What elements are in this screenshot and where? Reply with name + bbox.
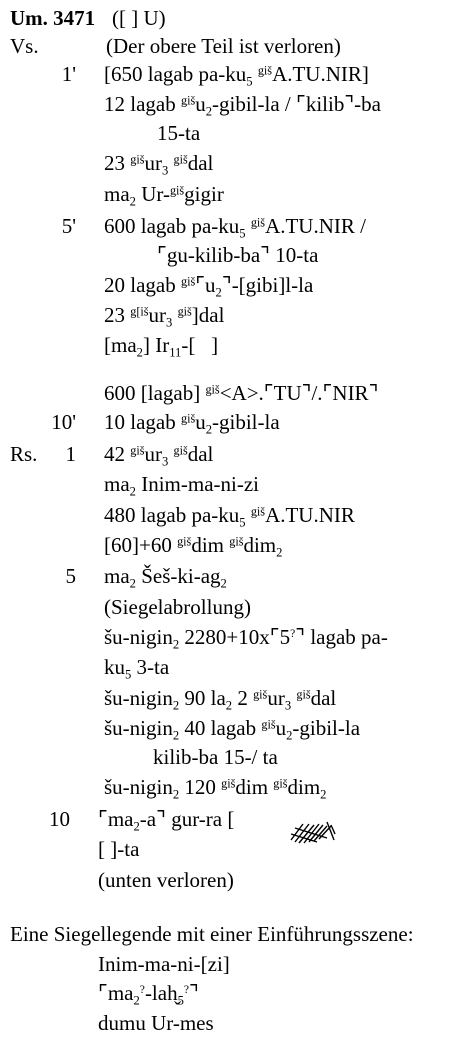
line-6 — [0, 211, 470, 241]
line-obverse-lost — [0, 31, 470, 61]
line-text: kilib-ba 15-/ ta — [153, 745, 278, 769]
line-text: $[ma_2]$ $Ir_{11}-$[ ] — [104, 333, 219, 360]
line-text: $ma_2$ Šeš-$ki-ag_2$ — [104, 564, 227, 591]
line-14 — [0, 469, 470, 499]
line-text: 23 $^{giš}ur_3$ $^{giš}$dal — [104, 151, 214, 178]
line-10 — [0, 330, 470, 360]
line-13 — [0, 439, 470, 469]
line-number: 5' — [61, 214, 76, 238]
seal-heading — [0, 919, 470, 949]
line-number: 10 — [49, 807, 70, 831]
line-21 — [0, 683, 470, 713]
line-text: 600 lagab $pa-ku_5$ $^{giš}$A.TU.NIR / — [104, 214, 366, 241]
line-18 — [0, 592, 470, 622]
line-11 — [0, 378, 470, 408]
seal-line-text: dumu Ur-mes — [98, 1011, 214, 1035]
line-text: 12 lagab $^{giš}u_2-gibil-la$ / ⌜kilib⌝-ba — [104, 92, 381, 119]
line-text: 15-ta — [157, 121, 201, 145]
line-3 — [0, 118, 470, 148]
line-12 — [0, 407, 470, 437]
line-17 — [0, 561, 470, 591]
line-24 — [0, 772, 470, 802]
seal-line-3 — [0, 1008, 470, 1038]
line-7 — [0, 240, 470, 270]
line-5 — [0, 179, 470, 209]
line-text: 23 $^{g[iš}ur_3$ $^{giš}$]dal — [104, 303, 225, 330]
line-text: 42 $^{giš}ur_3$ $^{giš}$dal — [104, 442, 214, 469]
line-9 — [0, 300, 470, 330]
line-23 — [0, 742, 470, 772]
tablet-id: Um. 3471 — [10, 6, 96, 30]
line-reverse-lost — [0, 865, 470, 895]
line-number: 1 — [65, 442, 76, 466]
line-text: 480 lagab $pa-ku_5$ $^{giš}$A.TU.NIR — [104, 503, 355, 530]
line-text: (unten verloren) — [98, 868, 234, 892]
line-number: 5 — [65, 564, 76, 588]
line-text: (Siegelabrollung) — [104, 595, 251, 619]
line-text: [60]+60 $^{giš}$dim $^{giš}$dim$_2$ — [104, 533, 283, 560]
line-number: 1' — [61, 62, 76, 86]
line-text: šu-nigin$_2$ 120 $^{giš}$dim $^{giš}$dim$_2$ — [104, 775, 327, 802]
line-1 — [0, 59, 470, 89]
line-text: (Der obere Teil ist verloren) — [106, 34, 341, 58]
line-22 — [0, 713, 470, 743]
line-text: $ma_2$ Inim-ma-ni-zi — [104, 472, 259, 499]
tablet-header — [0, 3, 470, 33]
side-label-obverse: Vs. — [10, 34, 39, 58]
line-4 — [0, 148, 470, 178]
line-26 — [0, 834, 470, 864]
line-text: 600 [lagab] $^{giš}$<A>.⌜TU⌝/.⌜NIR⌝ — [104, 381, 379, 405]
line-text: $⌜ma_2-a⌝$ gur-ra [ — [98, 807, 235, 834]
line-number: 10' — [51, 410, 76, 434]
line-text: šu-nigin$_2$ 40 lagab $^{giš}u_2-gibil-la$ — [104, 716, 361, 743]
line-16 — [0, 530, 470, 560]
seal-line-1 — [0, 949, 470, 979]
line-2 — [0, 89, 470, 119]
line-text: $ma_2$ Ur-$^{giš}$gigir — [104, 182, 224, 209]
seal-heading-text: Eine Siegellegende mit einer Einführungsszene: — [10, 922, 414, 946]
line-text: 10 lagab $^{giš}u_2-gibil-la$ — [104, 410, 280, 437]
line-text: [ ]-ta — [98, 837, 140, 861]
line-25 — [0, 804, 470, 834]
line-8 — [0, 270, 470, 300]
line-text: [650 lagab $pa-ku_5$ $^{giš}$A.TU.NIR] — [104, 62, 369, 89]
seal-line-text: $⌜ma_2^?-lah̬_5^?⌝$ — [98, 981, 199, 1008]
seal-line-text: Inim-ma-ni-[zi] — [98, 952, 230, 976]
line-text: $ku_5$ 3-ta — [104, 655, 170, 682]
tablet-provenance: ([ ] U) — [112, 6, 166, 30]
line-text: ⌜gu-kilib-ba⌝ 10-ta — [157, 243, 319, 267]
line-text: 20 lagab $^{giš}⌜u_2⌝-[gibi]l-la$ — [104, 273, 314, 300]
seal-line-2 — [0, 978, 470, 1008]
line-20 — [0, 652, 470, 682]
line-text: šu-nigin$_2$ 90 $la_2$ 2 $^{giš}ur_3$ $^{giš}$dal — [104, 686, 337, 713]
side-label-reverse: Rs. — [10, 442, 38, 466]
line-15 — [0, 500, 470, 530]
line-19 — [0, 622, 470, 652]
line-text: šu-nigin$_2$ 2280+10x⌜5?⌝ lagab pa- — [104, 625, 388, 652]
